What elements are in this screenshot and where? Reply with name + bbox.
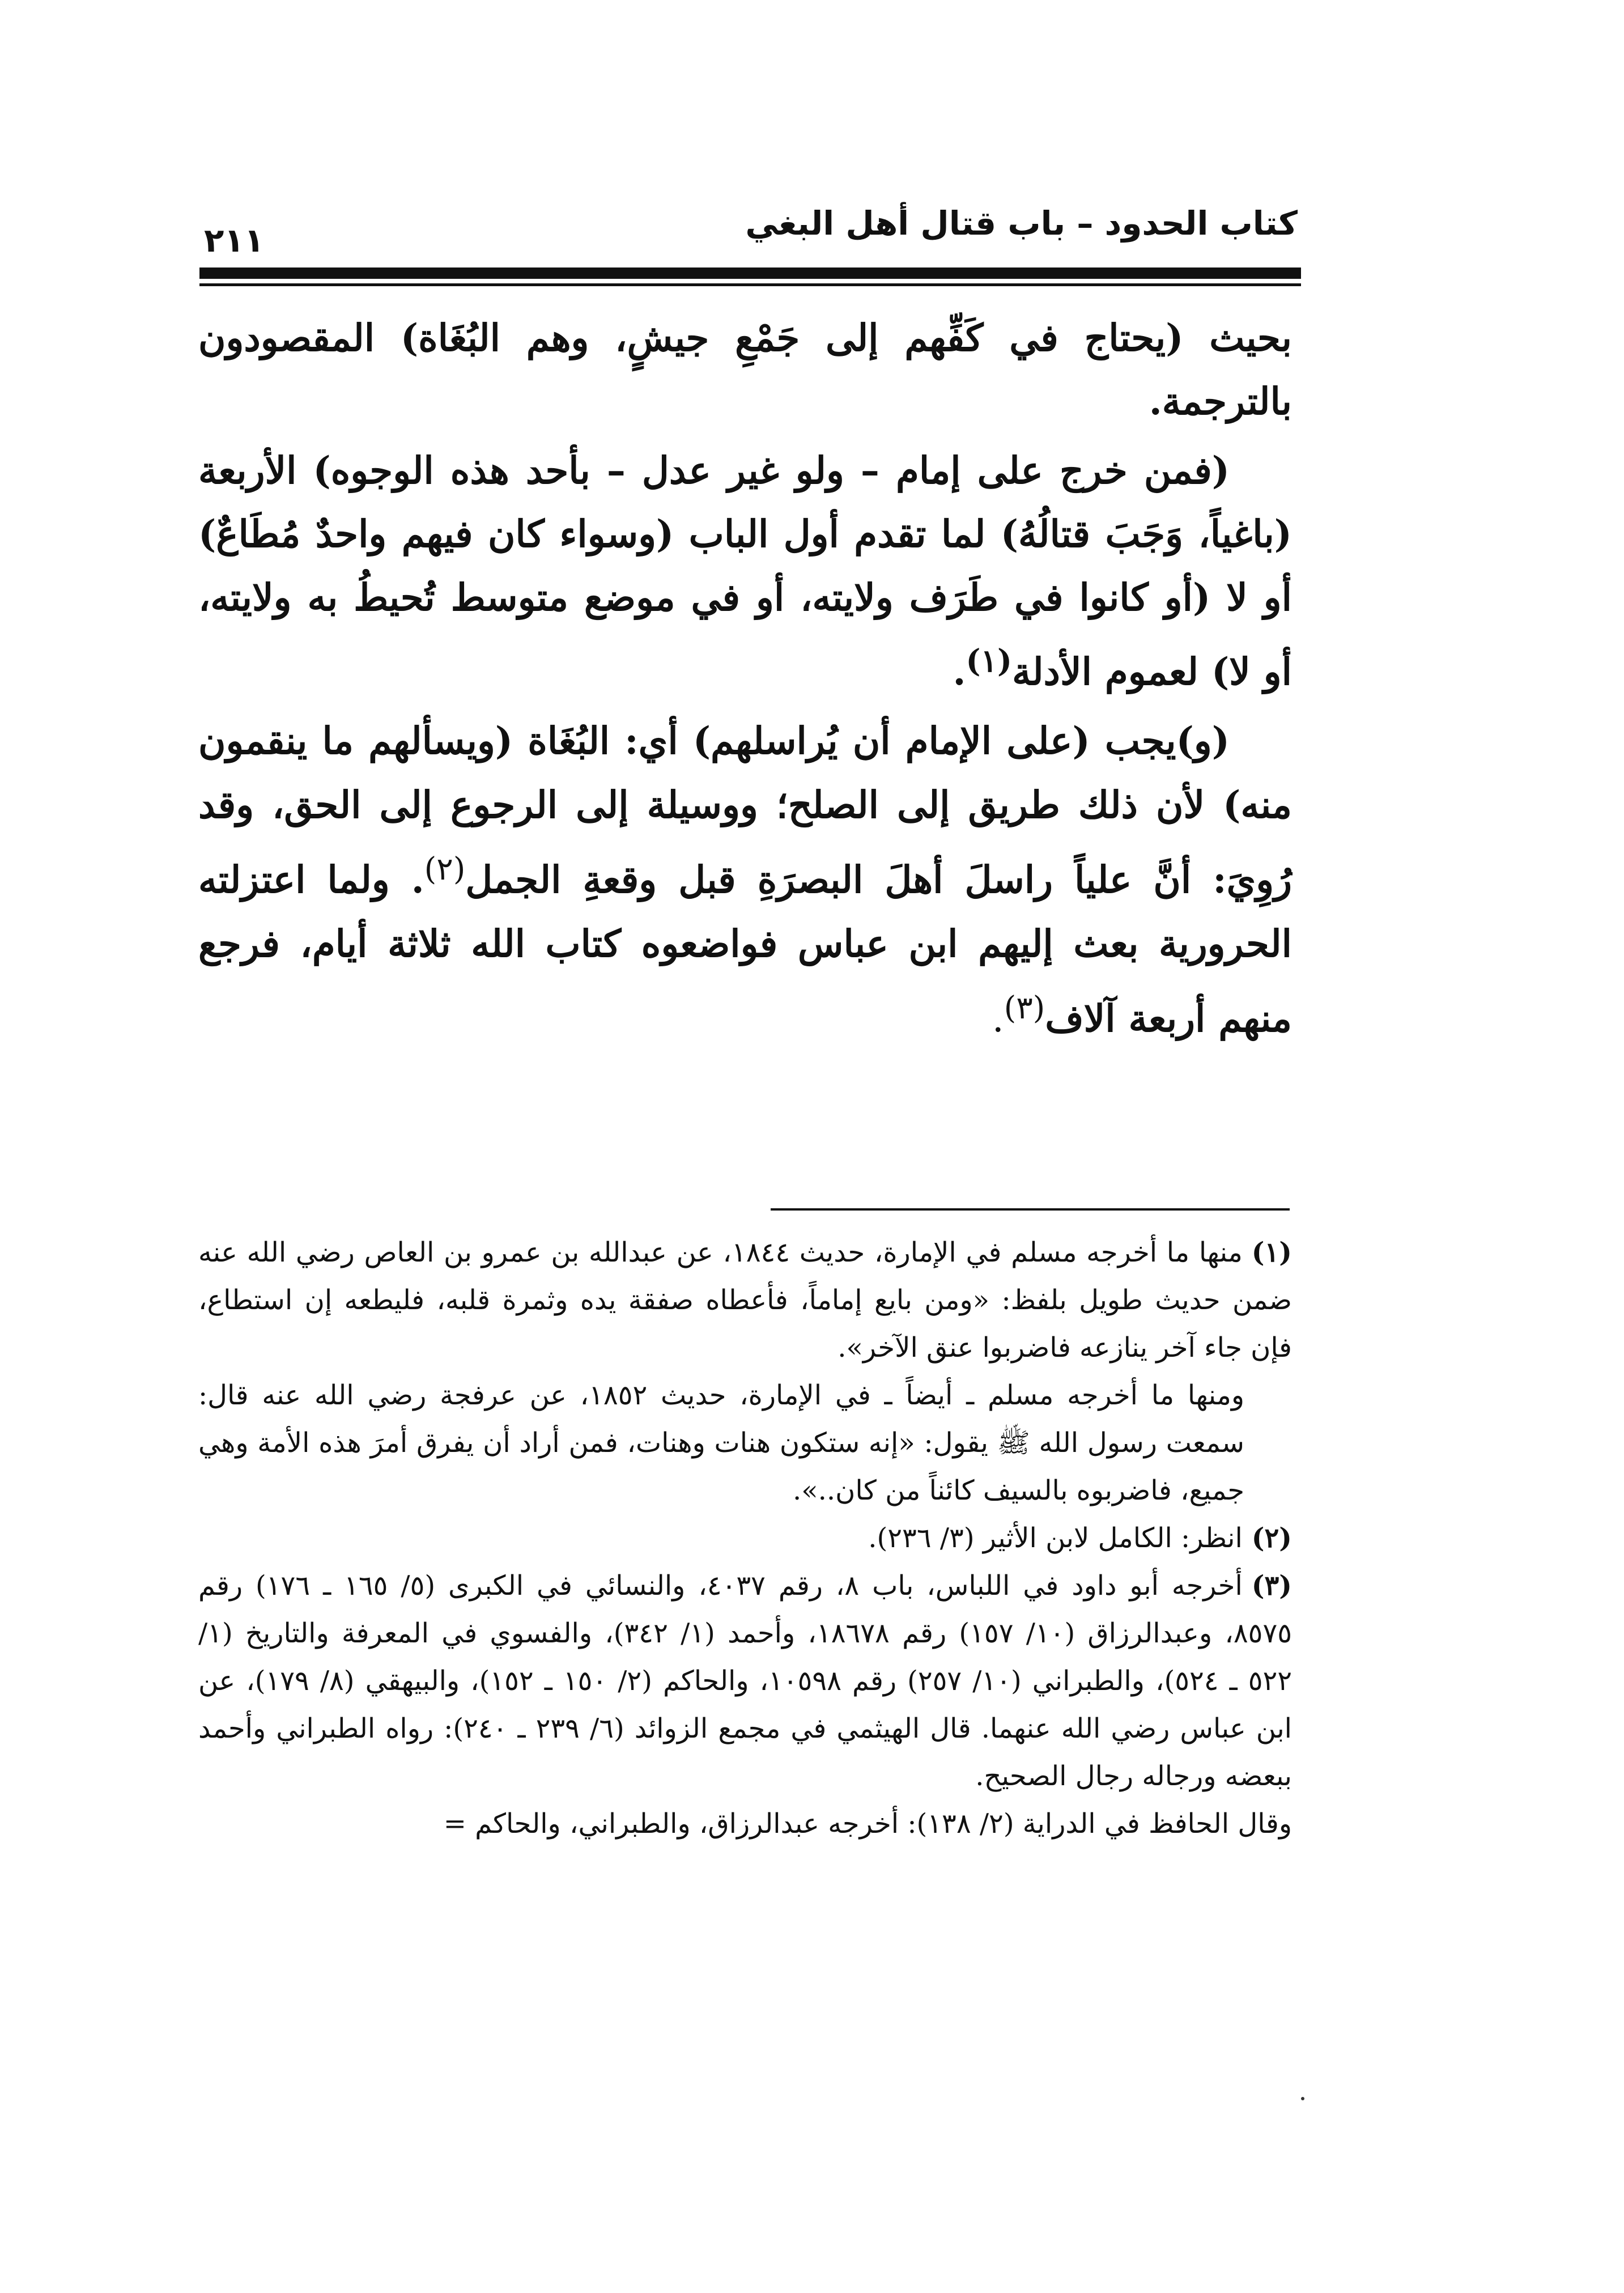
paragraph-3: [198, 709, 1292, 1051]
header-title: كتاب الحدود – باب قتال أهل البغي: [745, 204, 1298, 243]
footnote-ref-2[interactable]: (٢): [424, 851, 466, 887]
footnote-1-continuation: ومنها ما أخرجه مسلم ـ أيضاً ـ في الإمارة، حديث ١٨٥٢، عن عرفجة رضي الله عنه قال: سمعت رسول الله ﷺ يقول: «إنه ستكون هنات وهنات، فمن أراد أن يفرق أمرَ هذه الأمة وهي جميع، فاضربوه بالسيف كائناً من كان..».: [198, 1379, 1245, 1506]
page-number: ٢١١: [204, 221, 265, 260]
paragraph-3-text: (و)يجب (على الإمام أن يُراسلهم) أي: البُغَاة (ويسألهم ما ينقمون منه) لأن ذلك طريق إلى الصلح؛ ووسيلة إلى الرجوع إلى الحق، وقد رُوِيَ: أنَّ علياً راسلَ أهلَ البصرَةِ قبل وقعةِ الجمل: [198, 719, 1292, 902]
paragraph-1: بحيث (يحتاج في كَفِّهم إلى جَمْعِ جيشٍ، وهم البُغَاة) المقصودون بالترجمة.: [198, 316, 1292, 423]
scan-speck: [1301, 2097, 1304, 2100]
paragraph-3-rest: . ولما اعتزلته الحرورية بعث إليهم ابن عباس فواضعوه كتاب الله ثلاثة أيام، فرجع منهم أربعة آلاف: [198, 857, 1292, 1041]
footnote-1-text: منها ما أخرجه مسلم في الإمارة، حديث ١٨٤٤، عن عبدالله بن عمرو بن العاص رضي الله عنه ضمن حديث طويل بلفظ: «ومن بايع إماماً، فأعطاه صفقة يده وثمرة قلبه، فليطعه إن استطاع، فإن جاء آخر ينازعه فاضربوا عنق الآخر».: [198, 1237, 1292, 1364]
footnote-1: [198, 1229, 1292, 1371]
footnote-2: [198, 1514, 1292, 1562]
footnote-separator: [771, 1208, 1290, 1211]
footnote-3: [198, 1562, 1292, 1800]
main-text: [198, 306, 1292, 1056]
footnote-3-continuation: وقال الحافظ في الدراية (٢/ ١٣٨): أخرجه عبدالرزاق، والطبراني، والحاكم =: [443, 1808, 1292, 1840]
header-rule-thick: [199, 267, 1301, 279]
footnote-ref-1[interactable]: (١): [966, 642, 1013, 679]
footnote-1-number: (١): [1251, 1237, 1292, 1268]
paragraph-2-text: (فمن خرج على إمام – ولو غير عدل – بأحد هذه الوجوه) الأربعة (باغياً، وَجَبَ قتالُهُ) لما تقدم أول الباب (وسواء كان فيهم واحدٌ مُطَاعٌ) أو لا (أو كانوا في طَرَف ولايته، أو في موضع متوسط تُحيطُ به ولايته، أو لا) لعموم الأدلة: [198, 448, 1292, 694]
footnotes: [198, 1229, 1292, 1848]
footnote-3-text: أخرجه أبو داود في اللباس، باب ٨، رقم ٤٠٣٧، والنسائي في الكبرى (٥/ ١٦٥ ـ ١٧٦) رقم ٨٥٧٥، وعبدالرزاق (١٠/ ١٥٧) رقم ١٨٦٧٨، وأحمد (١/ ٣٤٢)، والفسوي في المعرفة والتاريخ (١/ ٥٢٢ ـ ٥٢٤)، والطبراني (١٠/ ٢٥٧) رقم ١٠٥٩٨، والحاكم (٢/ ١٥٠ ـ ١٥٢)، والبيهقي (٨/ ١٧٩)، عن ابن عباس رضي الله عنهما. قال الهيثمي في مجمع الزوائد (٦/ ٢٣٩ ـ ٢٤٠): رواه الطبراني وأحمد ببعضه ورجاله رجال الصحيح.: [198, 1570, 1293, 1792]
paragraph-2: [198, 439, 1292, 703]
footnote-2-text: انظر: الكامل لابن الأثير (٣/ ٢٣٦).: [868, 1522, 1243, 1554]
footnote-ref-3[interactable]: (٣): [1004, 990, 1045, 1026]
footnote-3-number: (٣): [1251, 1570, 1293, 1602]
paragraph-2-end: .: [953, 649, 966, 694]
running-header: [204, 193, 1298, 266]
paragraph-3-end: .: [992, 997, 1004, 1041]
header-rule-thin: [199, 283, 1301, 286]
footnote-2-number: (٢): [1251, 1522, 1292, 1554]
